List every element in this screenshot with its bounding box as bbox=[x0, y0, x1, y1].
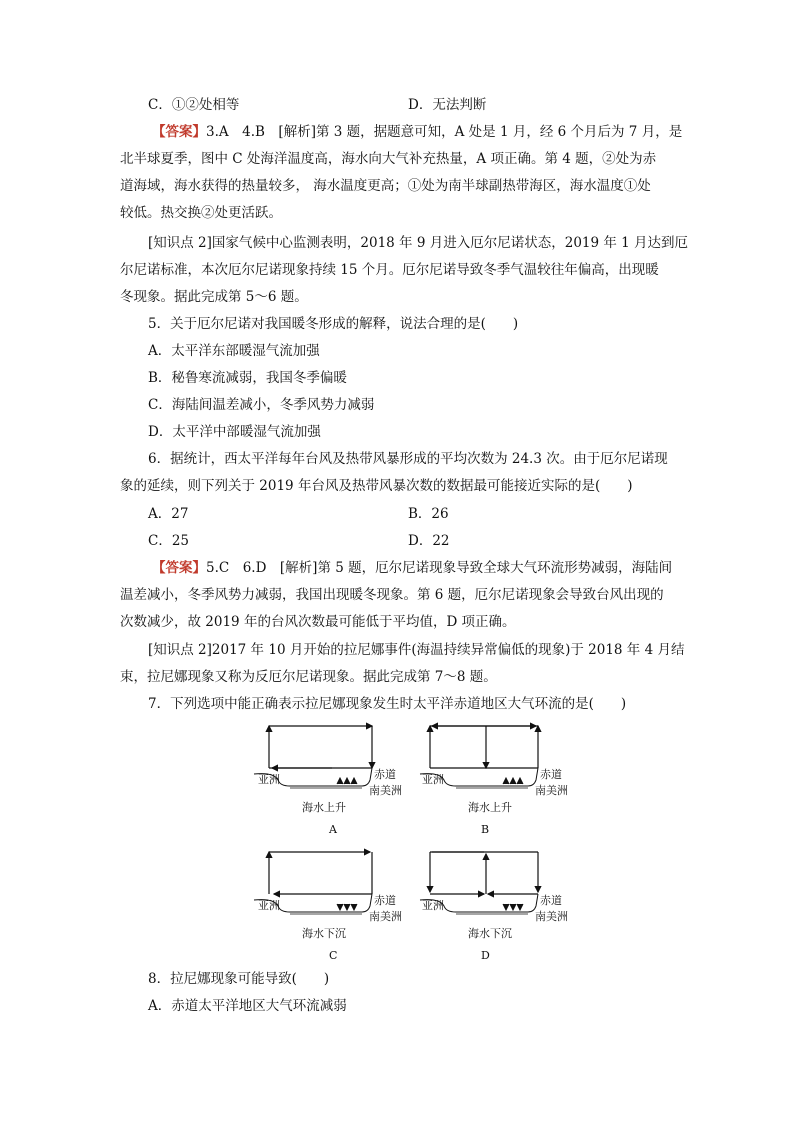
diagram-a-asia: 亚洲 bbox=[258, 773, 280, 786]
q4-option-c: C．①②处相等 bbox=[148, 97, 240, 113]
q5-option-c: C．海陆间温差减小，冬季风势力减弱 bbox=[148, 397, 375, 413]
answer-bracket: 【答案】 bbox=[152, 124, 206, 140]
answer-3-4-line-1 bbox=[152, 123, 682, 141]
q5-option-b: B．秘鲁寒流减弱，我国冬季偏暖 bbox=[148, 370, 347, 386]
diagram-a-south-america: 南美洲 bbox=[369, 784, 402, 797]
answer-5-6-line-2: 温差减小，冬季风势力减弱，我国出现暖冬现象。第 6 题，厄尔尼诺现象会导致台风出现的 bbox=[120, 587, 664, 603]
q6-option-b: B．26 bbox=[408, 506, 449, 522]
diagram-b-south-america: 南美洲 bbox=[535, 784, 568, 797]
q6-stem-line-2: 象的延续，则下列关于 2019 年台风及热带风暴次数的数据最可能接近实际的是( ) bbox=[120, 478, 633, 494]
diagram-a-equator: 赤道 bbox=[374, 768, 396, 781]
diagram-a-caption: 海水上升 bbox=[302, 801, 346, 814]
q7-stem: 7．下列选项中能正确表示拉尼娜现象发生时太平洋赤道地区大气环流的是( ) bbox=[148, 696, 627, 712]
answer-bracket: 【答案】 bbox=[152, 560, 206, 576]
diagram-b-equator: 赤道 bbox=[540, 768, 562, 781]
q6-option-a: A．27 bbox=[148, 506, 189, 522]
diagram-b bbox=[418, 716, 568, 838]
diagram-c-equator: 赤道 bbox=[374, 894, 396, 907]
diagram-d-caption: 海水下沉 bbox=[468, 927, 512, 940]
answer-3-4-line-2: 北半球夏季，图中 C 处海洋温度高，海水向大气补充热量，A 项正确。第 4 题，②处为赤 bbox=[120, 151, 657, 167]
q8-option-a: A．赤道太平洋地区大气环流减弱 bbox=[148, 998, 347, 1014]
answer-3-4-line-3: 道海域，海水获得的热量较多， 海水温度更高；①处为南半球副热带海区，海水温度①处 bbox=[120, 178, 651, 194]
diagram-c-label: C bbox=[329, 949, 338, 962]
q6-stem-line-1: 6．据统计，西太平洋每年台风及热带风暴形成的平均次数为 24.3 次。由于厄尔尼诺现 bbox=[148, 451, 668, 467]
q5-option-a: A．太平洋东部暖湿气流加强 bbox=[148, 343, 320, 359]
answer-5-6-line-1 bbox=[152, 559, 672, 577]
diagram-c bbox=[252, 842, 402, 964]
diagram-d-label: D bbox=[481, 949, 490, 962]
diagram-d-equator: 赤道 bbox=[540, 894, 562, 907]
knowledge-point-2a-line-2: 尔尼诺标准，本次厄尔尼诺现象持续 15 个月。厄尔尼诺导致冬季气温较往年偏高，出现暖 bbox=[120, 262, 659, 278]
answer-5-6-text: 5.C 6.D [解析]第 5 题，厄尔尼诺现象导致全球大气环流形势减弱，海陆间 bbox=[206, 560, 673, 576]
knowledge-point-2b-line-1: [知识点 2]2017 年 10 月开始的拉尼娜事件(海温持续异常偏低的现象)于 2018 年 4 月结 bbox=[148, 642, 685, 658]
knowledge-point-2b-line-2: 束，拉尼娜现象又称为反厄尔尼诺现象。据此完成第 7～8 题。 bbox=[120, 669, 497, 685]
diagram-b-caption: 海水上升 bbox=[468, 801, 512, 814]
q8-stem: 8．拉尼娜现象可能导致( ) bbox=[148, 971, 330, 987]
diagram-d-asia: 亚洲 bbox=[422, 899, 444, 912]
q6-option-d: D．22 bbox=[408, 533, 450, 549]
diagram-a bbox=[252, 716, 402, 838]
diagram-b-label: B bbox=[481, 823, 490, 836]
answer-5-6-line-3: 次数减少，故 2019 年的台风次数最可能低于平均值，D 项正确。 bbox=[120, 614, 516, 630]
diagram-b-asia: 亚洲 bbox=[422, 773, 444, 786]
diagram-c-caption: 海水下沉 bbox=[302, 927, 346, 940]
q5-stem: 5．关于厄尔尼诺对我国暖冬形成的解释，说法合理的是( ) bbox=[148, 316, 519, 332]
diagram-d bbox=[418, 842, 568, 964]
answer-3-4-line-4: 较低。热交换②处更活跃。 bbox=[120, 205, 282, 221]
knowledge-point-2a-line-3: 冬现象。据此完成第 5～6 题。 bbox=[120, 289, 308, 305]
diagram-c-asia: 亚洲 bbox=[258, 899, 280, 912]
q4-option-d: D．无法判断 bbox=[408, 97, 487, 113]
q5-option-d: D．太平洋中部暖湿气流加强 bbox=[148, 424, 321, 440]
q6-option-c: C．25 bbox=[148, 533, 190, 549]
diagram-a-label: A bbox=[329, 823, 337, 836]
knowledge-point-2a-line-1: [知识点 2]国家气候中心监测表明，2018 年 9 月进入厄尔尼诺状态，2019 年 1 月达到厄 bbox=[148, 235, 689, 251]
answer-3-4-text: 3.A 4.B [解析]第 3 题，据题意可知，A 处是 1 月，经 6 个月后为 7 月，是 bbox=[206, 124, 683, 140]
diagram-c-south-america: 南美洲 bbox=[369, 910, 402, 923]
diagram-d-south-america: 南美洲 bbox=[535, 910, 568, 923]
